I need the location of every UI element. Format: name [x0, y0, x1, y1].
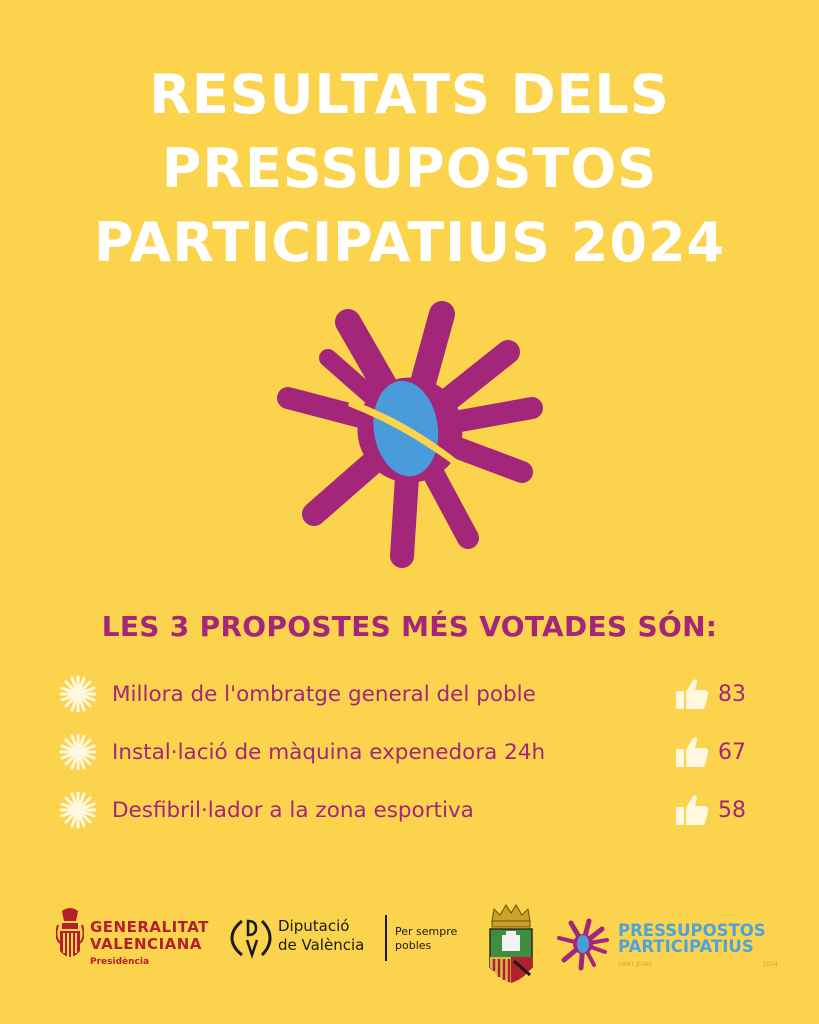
pressupostos-participatius-logo — [556, 917, 786, 977]
sparkle-icon — [58, 732, 98, 772]
sparkle-icon — [58, 674, 98, 714]
thumbs-up-icon — [674, 734, 710, 770]
thumbs-up-icon — [674, 792, 710, 828]
page-title — [0, 58, 819, 280]
vote-number: 67 — [718, 739, 746, 765]
dv-name: Diputació de València — [278, 917, 365, 954]
vote-count — [674, 734, 754, 770]
sponsor-logos — [0, 895, 819, 995]
dv-monogram-icon — [230, 915, 272, 961]
proposal-label: Millora de l'ombratge general del poble — [112, 681, 536, 707]
list-item — [58, 781, 768, 839]
vote-count — [674, 676, 754, 712]
gva-name: GENERALITAT VALENCIANA — [90, 918, 209, 953]
pp-name: PRESSUPOSTOS PARTICIPATIUS — [618, 921, 766, 956]
sparkle-icon — [58, 790, 98, 830]
proposal-label: Instal·lació de màquina expenedora 24h — [112, 739, 546, 765]
proposal-list — [58, 665, 768, 839]
title-line-1: RESULTATS DELS — [149, 63, 670, 126]
vote-number: 58 — [718, 797, 746, 823]
vote-count — [674, 792, 754, 828]
list-item — [58, 723, 768, 781]
list-item — [58, 665, 768, 723]
diputacio-valencia-logo — [230, 915, 475, 965]
generalitat-valenciana-logo — [56, 907, 216, 977]
gva-department: Presidència — [90, 957, 150, 967]
vote-number: 83 — [718, 681, 746, 707]
pp-footer: SANT JOAN 2024 — [618, 961, 778, 968]
gva-crest-icon — [56, 907, 84, 977]
top-proposals-heading: LES 3 PROPOSTES MÉS VOTADES SÓN: — [101, 610, 718, 643]
title-line-3: PARTICIPATIUS 2024 — [93, 211, 726, 274]
title-line-2: PRESSUPOSTOS — [161, 137, 658, 200]
dv-divider — [385, 915, 387, 961]
dv-tagline: Per sempre pobles — [395, 925, 458, 952]
thumbs-up-icon — [674, 676, 710, 712]
small-sun-flower-icon — [556, 917, 610, 971]
municipal-coat-of-arms-icon — [484, 901, 538, 989]
proposal-label: Desfibril·lador a la zona esportiva — [112, 797, 474, 823]
sun-flower-icon — [270, 290, 550, 570]
